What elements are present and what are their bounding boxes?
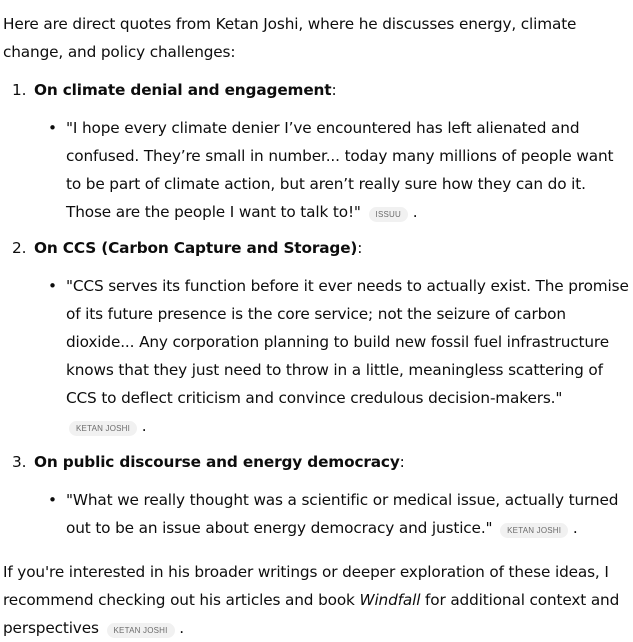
topic-heading: On public discourse and energy democracy <box>34 453 400 471</box>
topic-number: 3. <box>12 453 27 471</box>
intro-paragraph: Here are direct quotes from Ketan Joshi, where he discusses energy, climate change, and policy challenges: <box>3 15 577 61</box>
quote-topics-list <box>3 76 633 542</box>
quote-item: • "What we really thought was a scientific or medical issue, actually turned out to be an issue about energy democracy and justice." KETAN JOSHI . <box>34 486 633 542</box>
topic-heading: On climate denial and engagement <box>34 81 332 99</box>
topic-heading: On CCS (Carbon Capture and Storage) <box>34 239 358 257</box>
topic-number: 2. <box>12 239 27 257</box>
quote-text: "What we really thought was a scientific or medical issue, actually turned out to be an issue about energy democracy and justice." <box>66 491 619 537</box>
bullet: • <box>48 277 57 295</box>
quote-item: • "CCS serves its function before it ever needs to actually exist. The promise of its future presence is the core service; not the seizure of carbon dioxide... Any corporation planning to build new fossil fuel infrastructure knows that they just need to throw in a little, meaningless scattering of CCS to deflect criticism and convince credulous decision-makers." KETAN JOSHI . <box>34 272 633 440</box>
book-title: Windfall <box>359 591 421 609</box>
source-citation-badge[interactable]: ISSUU <box>369 207 408 222</box>
source-citation-badge[interactable]: KETAN JOSHI <box>69 421 137 436</box>
bullet: • <box>48 491 57 509</box>
topic-number: 1. <box>12 81 27 99</box>
topic-item-2: 2. On CCS (Carbon Capture and Storage): • "CCS serves its function before it ever needs to actually exist. The promise of its future presence is the core service; not the seizure of carbon dioxide... Any corporation planning to build new fossil fuel infrastructure knows that they just need to throw in a little, meaningless scattering of CCS to deflect criticism and convince credulous decision-makers." KETAN JOSHI . <box>3 234 633 440</box>
topic-item-1: 1. On climate denial and engagement: • "I hope every climate denier I’ve encountered has left alienated and confused. They’re small in number... today many millions of people want to be part of climate action, but aren’t really sure how they can do it. Those are the people I want to talk to!" ISSUU . <box>3 76 633 226</box>
quote-item: • "I hope every climate denier I’ve encountered has left alienated and confused. They’re small in number... today many millions of people want to be part of climate action, but aren’t really sure how they can do it. Those are the people I want to talk to!" ISSUU . <box>34 114 633 226</box>
topic-item-3: 3. On public discourse and energy democracy: • "What we really thought was a scientific or medical issue, actually turned out to be an issue about energy democracy and justice." KETAN JOSHI . <box>3 448 633 542</box>
closing-paragraph: If you're interested in his broader writings or deeper exploration of these ideas, I recommend checking out his articles and book Windfall for additional context and perspectives KETAN JOSHI . <box>3 563 620 637</box>
quote-text: "CCS serves its function before it ever needs to actually exist. The promise of its future presence is the core service; not the seizure of carbon dioxide... Any corporation planning to build new fossil fuel infrastructure knows that they just need to throw in a little, meaningless scattering of CCS to deflect criticism and convince credulous decision-makers." <box>66 277 629 407</box>
bullet: • <box>48 119 57 137</box>
quote-text: "I hope every climate denier I’ve encountered has left alienated and confused. They’re small in number... today many millions of people want to be part of climate action, but aren’t really sure how they can do it. Those are the people I want to talk to!" <box>66 119 614 221</box>
source-citation-badge[interactable]: KETAN JOSHI <box>500 523 568 538</box>
source-citation-badge[interactable]: KETAN JOSHI <box>107 623 175 638</box>
